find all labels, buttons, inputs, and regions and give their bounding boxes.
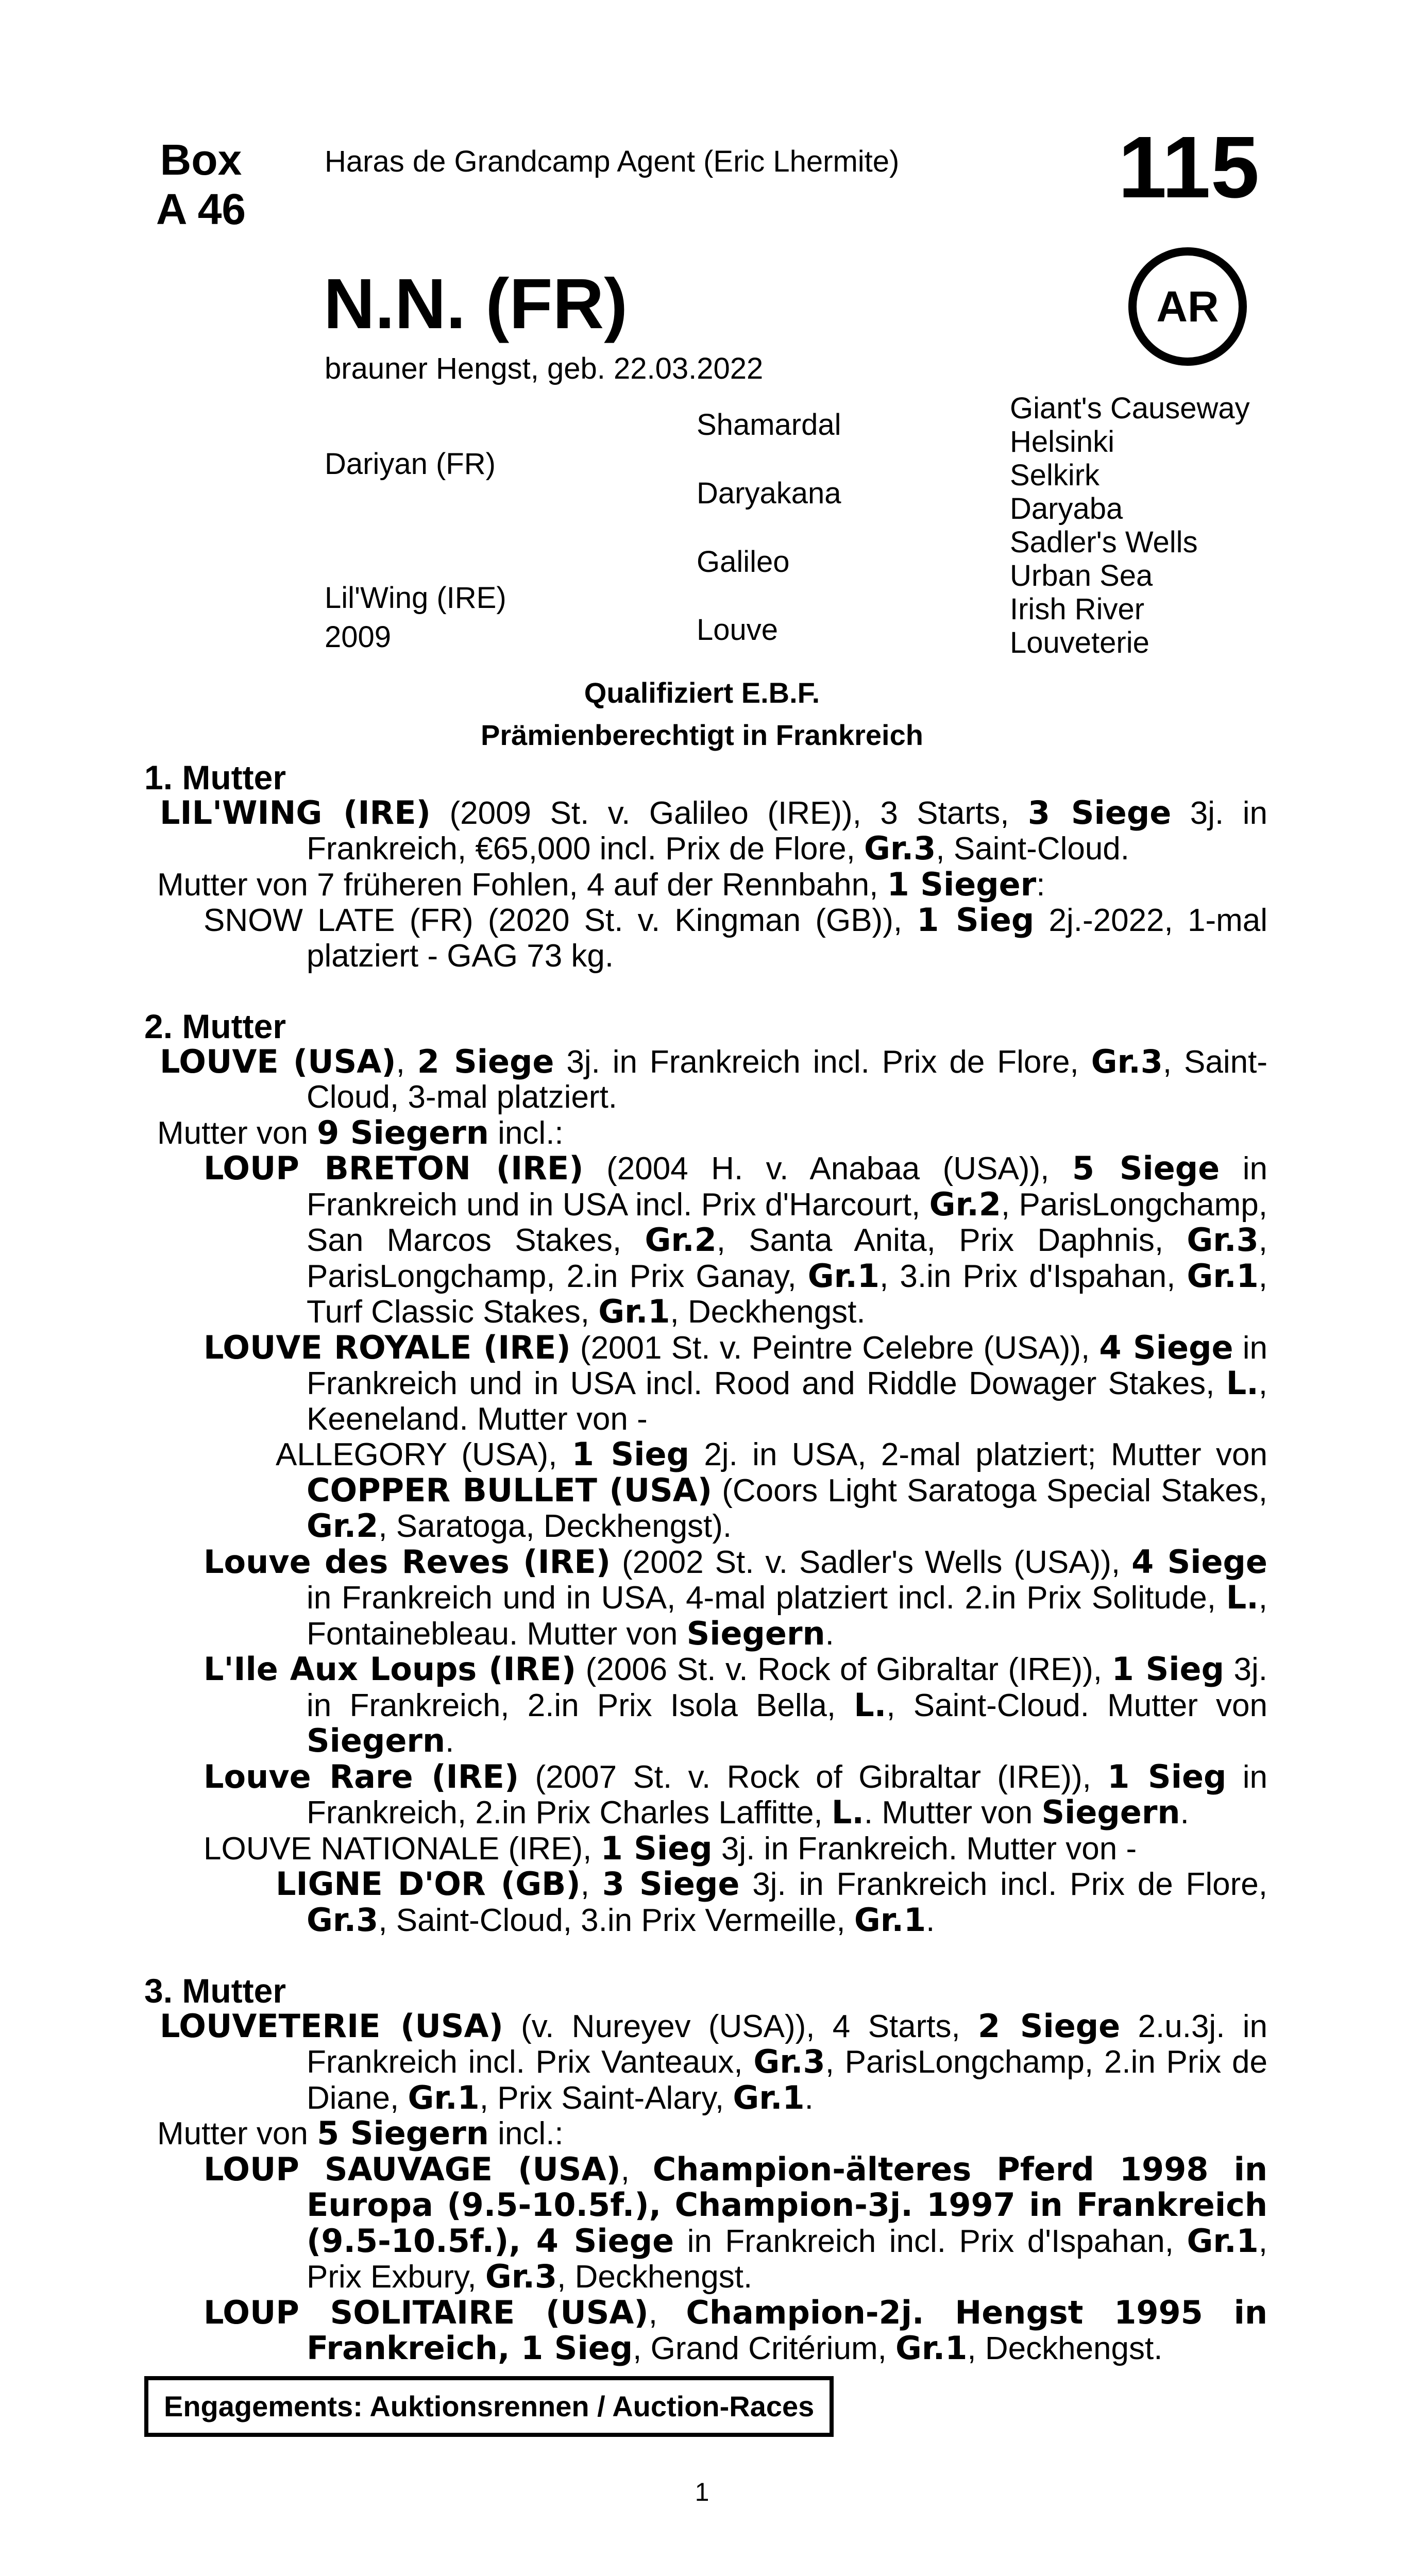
dam-year: 2009	[325, 620, 392, 654]
qualification-france: Prämienberechtigt in Frankreich	[481, 719, 923, 751]
page-number: 1	[695, 2478, 709, 2506]
horse-description: brauner Hengst, geb. 22.03.2022	[325, 352, 764, 385]
produce-entry: LOUP BRETON (IRE) (2004 H. v. Anabaa (USA)), 5 Siege in Frankreich und in USA incl. Prix d'Harcourt, Gr.2, ParisLongchamp, San Marcos Stakes, Gr.2, Santa Anita, Prix Daphnis, Gr.3, ParisLongchamp, 2.in Prix Ganay, Gr.1, 3.in Prix d'Ispahan, Gr.1, Turf Classic Stakes, Gr.1, Deckhengst.	[204, 1149, 1267, 1330]
grandparent: Daryakana	[697, 477, 841, 510]
produce-entry: LIGNE D'OR (GB), 3 Siege 3j. in Frankreich incl. Prix de Flore, Gr.3, Saint-Cloud, 3.in Prix Vermeille, Gr.1.	[276, 1865, 1267, 1939]
great-grandparent: Irish River	[1010, 592, 1145, 626]
section-third-dam: 3. Mutter	[144, 1972, 286, 2010]
first-dam-produce: Mutter von 7 früheren Fohlen, 4 auf der Rennbahn, 1 Sieger:	[157, 865, 1045, 903]
produce-entry: Louve Rare (IRE) (2007 St. v. Rock of Gibraltar (IRE)), 1 Sieg in Frankreich, 2.in Prix Charles Laffitte, L.. Mutter von Siegern.	[204, 1757, 1267, 1831]
catalogue-body	[144, 760, 1267, 2367]
box-word: Box	[160, 135, 242, 184]
produce-entry: L'Ile Aux Loups (IRE) (2006 St. v. Rock of Gibraltar (IRE)), 1 Sieg 3j. in Frankreich, 2.in Prix Isola Bella, L., Saint-Cloud. Mutter von Siegern.	[204, 1650, 1267, 1759]
box-number: A 46	[156, 185, 246, 233]
grandparent: Shamardal	[697, 408, 841, 442]
produce-entry: LOUP SAUVAGE (USA), Champion-älteres Pferd 1998 in Europa (9.5-10.5f.), Champion-3j. 1997 in Frankreich (9.5-10.5f.), 4 Siege in Frankreich incl. Prix d'Ispahan, Gr.1, Prix Exbury, Gr.3, Deckhengst.	[204, 2150, 1268, 2295]
produce-entry: Louve des Reves (IRE) (2002 St. v. Sadler's Wells (USA)), 4 Siege in Frankreich und in USA, 4-mal platziert incl. 2.in Prix Solitude, L., Fontainebleau. Mutter von Siegern.	[204, 1543, 1267, 1652]
lot-number: 115	[1118, 118, 1260, 216]
sire: Dariyan (FR)	[325, 447, 496, 481]
box-label	[144, 135, 258, 234]
engagements-box: Engagements: Auktionsrennen / Auction-Races	[144, 2376, 834, 2437]
agent-name: Haras de Grandcamp Agent (Eric Lhermite)	[325, 145, 900, 178]
great-grandparents	[1010, 392, 1250, 659]
grandparent: Louve	[697, 613, 779, 647]
produce-entry: LOUP SOLITAIRE (USA), Champion-2j. Hengst 1995 in Frankreich, 1 Sieg, Grand Critérium, Gr.1, Deckhengst.	[204, 2293, 1268, 2367]
great-grandparent: Giant's Causeway	[1010, 392, 1250, 425]
great-grandparent: Sadler's Wells	[1010, 526, 1198, 559]
great-grandparent: Urban Sea	[1010, 559, 1153, 592]
great-grandparent: Daryaba	[1010, 492, 1123, 526]
section-first-dam: 1. Mutter	[144, 758, 286, 796]
third-dam-entry: LOUVETERIE (USA) (v. Nureyev (USA)), 4 Starts, 2 Siege 2.u.3j. in Frankreich incl. Prix Vanteaux, Gr.3, ParisLongchamp, 2.in Prix de Diane, Gr.1, Prix Saint-Alary, Gr.1.	[160, 2007, 1267, 2116]
great-grandparent: Helsinki	[1010, 425, 1115, 459]
produce-entry: LOUVE NATIONALE (IRE), 1 Sieg 3j. in Frankreich. Mutter von -	[204, 1829, 1137, 1867]
section-second-dam: 2. Mutter	[144, 1007, 286, 1045]
great-grandparent: Louveterie	[1010, 626, 1149, 659]
first-dam-entry: LIL'WING (IRE) (2009 St. v. Galileo (IRE)), 3 Starts, 3 Siege 3j. in Frankreich, €65,000 incl. Prix de Flore, Gr.3, Saint-Cloud.	[160, 793, 1267, 867]
qualification-ebf: Qualifiziert E.B.F.	[584, 676, 820, 709]
grandparent: Galileo	[697, 545, 790, 579]
second-dam-entry: LOUVE (USA), 2 Siege 3j. in Frankreich incl. Prix de Flore, Gr.3, Saint-Cloud, 3-mal platziert.	[160, 1042, 1267, 1115]
third-dam-produce: Mutter von 5 Siegern incl.:	[157, 2114, 564, 2152]
ar-badge-label: AR	[1156, 282, 1219, 331]
second-dam-produce: Mutter von 9 Siegern incl.:	[157, 1113, 564, 1151]
ar-badge-icon	[1128, 247, 1247, 366]
dam: Lil'Wing (IRE)	[325, 581, 506, 615]
horse-name: N.N. (FR)	[324, 264, 628, 344]
great-grandparent: Selkirk	[1010, 459, 1100, 492]
produce-entry: ALLEGORY (USA), 1 Sieg 2j. in USA, 2-mal platziert; Mutter von COPPER BULLET (USA) (Coors Light Saratoga Special Stakes, Gr.2, Saratoga, Deckhengst).	[276, 1435, 1267, 1545]
produce-entry: LOUVE ROYALE (IRE) (2001 St. v. Peintre Celebre (USA)), 4 Siege in Frankreich und in USA incl. Rood and Riddle Dowager Stakes, L., Keeneland. Mutter von -	[204, 1328, 1267, 1437]
produce-entry: SNOW LATE (FR) (2020 St. v. Kingman (GB)), 1 Sieg 2j.-2022, 1-mal platziert - GAG 73 kg.	[204, 901, 1267, 974]
